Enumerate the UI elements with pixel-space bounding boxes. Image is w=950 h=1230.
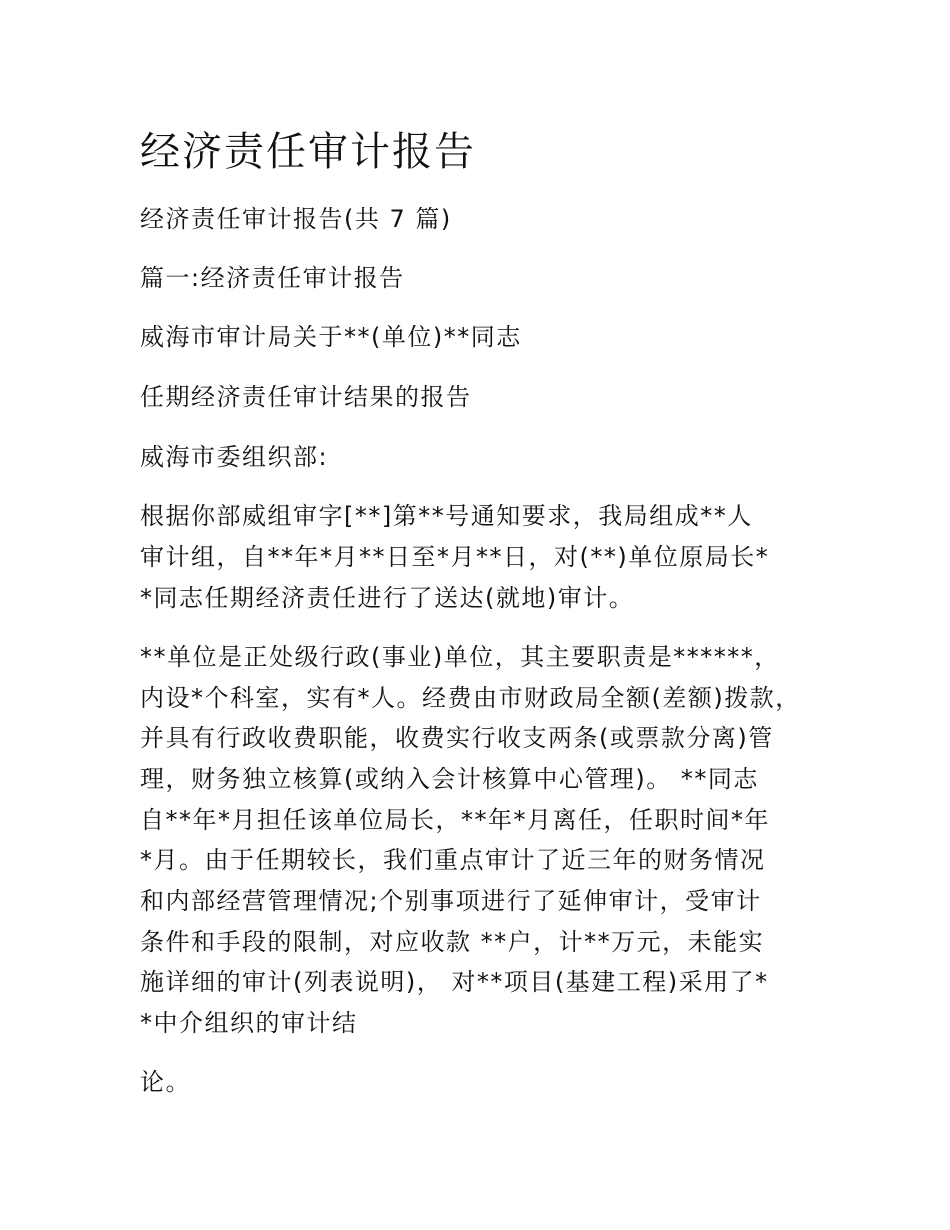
- paragraph-2-line: *月。由于任期较长，我们重点审计了近三年的财务情况: [140, 846, 766, 874]
- paragraph-2-line: *中介组织的审计结: [140, 1009, 358, 1037]
- document-subtitle: 经济责任审计报告(共 7 篇): [140, 205, 452, 233]
- paragraph-2-line: 并具有行政收费职能，收费实行收支两条(或票款分离)管: [140, 724, 774, 752]
- paragraph-2-line: 施详细的审计(列表说明)， 对**项目(基建工程)采用了*: [140, 968, 769, 996]
- paragraph-2-line: 自**年*月担任该单位局长，**年*月离任，任职时间*年: [140, 806, 770, 834]
- paragraph-2-line: 内设*个科室，实有*人。经费由市财政局全额(差额)拨款，: [140, 684, 801, 712]
- paragraph-2-line: 和内部经营管理情况;个别事项进行了延伸审计，受审计: [140, 887, 762, 915]
- paragraph-1-line: *同志任期经济责任进行了送达(就地)审计。: [140, 584, 635, 612]
- part-heading: 篇一:经济责任审计报告: [140, 264, 405, 292]
- paragraph-1-line: 根据你部威组审字[**]第**号通知要求，我局组成**人: [140, 502, 753, 530]
- paragraph-3: 论。: [140, 1068, 191, 1096]
- paragraph-1-line: 审计组，自**年*月**日至*月**日，对(**)单位原局长*: [140, 543, 770, 571]
- paragraph-2-line: 理，财务独立核算(或纳入会计核算中心管理)。 **同志: [140, 765, 759, 793]
- document-title: 经济责任审计报告: [140, 129, 476, 175]
- paragraph-2-line: **单位是正处级行政(事业)单位，其主要职责是******，: [140, 643, 780, 671]
- addressee: 威海市委组织部:: [140, 443, 329, 471]
- paragraph-2-line: 条件和手段的限制，对应收款 **户，计**万元，未能实: [140, 928, 765, 956]
- report-title-line-2: 任期经济责任审计结果的报告: [140, 383, 472, 411]
- report-title-line-1: 威海市审计局关于**(单位)**同志: [140, 323, 522, 351]
